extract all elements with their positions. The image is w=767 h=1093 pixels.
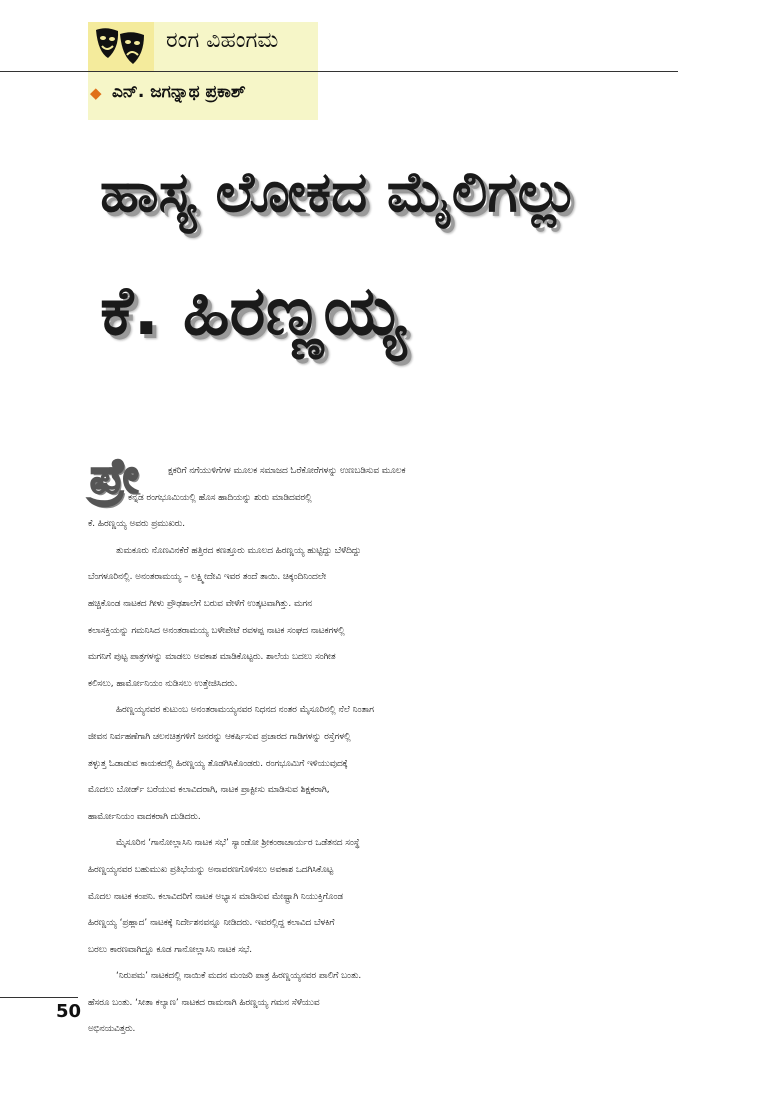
text-line: ಹೆಸರೂ ಬಂತು. ‘ಸೀತಾ ಕಲ್ಯಾಣ’ ನಾಟಕದ ರಾಮನಾಗಿ ಹಿರಣ್ಣಯ್ಯ ಗಮನ ಸೆಳೆಯುವ bbox=[88, 997, 320, 1008]
article-title-line1: ಹಾಸ್ಯ ಲೋಕದ ಮೈಲಿಗಲ್ಲು bbox=[100, 160, 579, 225]
text-line: ಕನ್ನಡ ರಂಗಭೂಮಿಯಲ್ಲಿ ಹೊಸ ಹಾದಿಯನ್ನು ಶುರು ಮಾಡಿದವರಲ್ಲಿ bbox=[128, 492, 312, 503]
text-line: ಕ್ಷಕರಿಗೆ ನಗೆಯುಳಿಗೆಗಳ ಮೂಲಕ ಸಮಾಜದ ಓರೆಕೋರೆಗಳನ್ನು ಉಣಬಡಿಸುವ ಮೂಲಕ bbox=[168, 466, 406, 476]
paragraph-3 bbox=[88, 697, 678, 830]
page-number: 50 bbox=[56, 1001, 82, 1022]
text-line: ಹಿರಣ್ಣಯ್ಯನವರ ಕುಟುಂಬ ಅನಂತರಾಮಯ್ಯನವರ ನಿಧನದ ನಂತರ ಮೈಸೂರಿನಲ್ಲಿ ನೆಲೆ ನಿಂತಾಗ bbox=[116, 705, 374, 716]
paragraph-1 bbox=[88, 458, 678, 538]
paragraph-5 bbox=[88, 963, 678, 1043]
text-line: ‘ನಿರುಪಮ’ ನಾಟಕದಲ್ಲಿ ನಾಯಿಕೆ ಮದನ ಮಂಜರಿ ಪಾತ್ರ ಹಿರಣ್ಣಯ್ಯನವರ ಪಾಲಿಗೆ ಬಂತು. bbox=[116, 971, 362, 982]
text-line: ಕಲಾಸಕ್ತಿಯನ್ನು ಗಮನಿಸಿದ ಅನಂತರಾಮಯ್ಯ ಬಳೇಪೇಟೆ ರವಳಪ್ಪ ನಾಟಕ ಸಂಘದ ನಾಟಕಗಳಲ್ಲಿ bbox=[88, 625, 345, 636]
text-line: ಹಾರ್ಮೋನಿಯಂ ವಾದಕರಾಗಿ ದುಡಿದರು. bbox=[88, 811, 201, 822]
footer-rule bbox=[0, 997, 78, 998]
text-line: ಮೈಸೂರಿನ ‘ಗಾನೋಲ್ಲಾಸಿನಿ ನಾಟಕ ಸಭೆ’ ಸ್ಯಾಂಡೋ ಶ್ರೀಕಂಠಾಚಾರ್ಯರ ಒಡೆತನದ ಸಂಸ್ಥೆ bbox=[116, 838, 360, 849]
paragraph-2 bbox=[88, 538, 678, 698]
header-rule bbox=[0, 71, 678, 72]
text-line: ಕಲಿಸಲು, ಹಾರ್ಮೋನಿಯಂ ನುಡಿಸಲು ಉತ್ತೇಜಿಸಿದರು. bbox=[88, 678, 238, 689]
section-title: ರಂಗ ವಿಹಂಗಮ bbox=[166, 28, 279, 53]
theatre-masks-icon bbox=[88, 22, 154, 72]
text-line: ತಳ್ಳುತ್ತ ಓಡಾಡುವ ಕಾಯಕದಲ್ಲಿ ಹಿರಣ್ಣಯ್ಯ ತೊಡಗಿಸಿಕೊಂಡರು. ರಂಗಭೂಮಿಗೆ ಇಳಿಯುವುದಕ್ಕೆ bbox=[88, 758, 348, 769]
text-line: ಜೀವನ ನಿರ್ವಹಣೆಗಾಗಿ ಚಲನಚಿತ್ರಗಳಿಗೆ ಜನರನ್ನು ಆಕರ್ಷಿಸುವ ಪ್ರಚಾರದ ಗಾಡಿಗಳನ್ನು ರಸ್ತೆಗಳಲ್ಲಿ bbox=[88, 731, 351, 742]
text-line: ಬರಲು ಕಾರಣವಾಗಿದ್ದೂ ಕೂಡ ಗಾನೋಲ್ಲಾಸಿನಿ ನಾಟಕ ಸಭೆ. bbox=[88, 944, 253, 955]
text-line: ಮೊದಲು ಬೋರ್ಡ್ ಬರೆಯುವ ಕಲಾವಿದರಾಗಿ, ನಾಟಕ ಪ್ರಾಕ್ಟೀಸು ಮಾಡಿಸುವ ಶಿಕ್ಷಕರಾಗಿ, bbox=[88, 785, 330, 796]
text-line: ಮಗನಿಗೆ ಪುಟ್ಟ ಪಾತ್ರಗಳನ್ನು ಮಾಡಲು ಅವಕಾಶ ಮಾಡಿಕೊಟ್ಟರು. ಶಾಲೆಯ ಬದಲು ಸಂಗೀತ bbox=[88, 652, 336, 663]
text-line: ತುಮಕೂರು ನೊಣವಿನಕೆರೆ ಹತ್ತಿರದ ಕಣತ್ತೂರು ಮೂಲದ ಹಿರಣ್ಣಯ್ಯ ಹುಟ್ಟಿದ್ದು ಬೆಳೆದಿದ್ದು bbox=[116, 545, 362, 556]
text-line: ಬೆಂಗಳೂರಿನಲ್ಲಿ. ಅನಂತರಾಮಯ್ಯ – ಲಕ್ಷ್ಮೀದೇವಿ ಇವರ ತಂದೆ ತಾಯಿ. ಚಿಕ್ಕಂದಿನಿಂದಲೇ bbox=[88, 572, 327, 583]
text-line: ಅಭಿನಯವಿತ್ತರು. bbox=[88, 1024, 136, 1035]
text-line: ಮೊದಲ ನಾಟಕ ಕಂಪನಿ. ಕಲಾವಿದರಿಗೆ ನಾಟಕ ಅಭ್ಯಾಸ ಮಾಡಿಸುವ ಮೇಷ್ಟ್ರಾಗಿ ನಿಯುಕ್ತಿಗೊಂಡ bbox=[88, 891, 343, 902]
diamond-bullet-icon: ◆ bbox=[90, 84, 102, 102]
article-title-line2: ಕೆ. ಹಿರಣ್ಣಯ್ಯ bbox=[100, 272, 406, 351]
text-line: ಕೆ. ಹಿರಣ್ಣಯ್ಯ ಅವರು ಪ್ರಮುಖರು. bbox=[88, 519, 186, 530]
paragraph-4 bbox=[88, 830, 678, 963]
text-line: ಹಚ್ಚಿಕೊಂಡ ನಾಟಕದ ಗೀಳು ಪ್ರೌಢಶಾಲೆಗೆ ಬರುವ ವೇಳೆಗೆ ಉತ್ಕಟವಾಗಿತ್ತು. ಮಗನ bbox=[88, 598, 312, 609]
drop-cap: ಪ್ರೇ bbox=[90, 448, 139, 504]
article-body bbox=[88, 458, 678, 1043]
text-line: ಹಿರಣ್ಣಯ್ಯ ‘ಪ್ರಹ್ಲಾದ’ ನಾಟಕಕ್ಕೆ ನಿರ್ದೇಶನವನ್ನೂ ನೀಡಿದರು. ಇವರಲ್ಲಿದ್ದ ಕಲಾವಿದ ಬೆಳಕಿಗೆ bbox=[88, 918, 335, 929]
author-name: ಎನ್. ಜಗನ್ನಾಥ ಪ್ರಕಾಶ್ bbox=[112, 82, 246, 102]
text-line: ಹಿರಣ್ಣಯ್ಯನವರ ಬಹುಮುಖ ಪ್ರತಿಭೆಯನ್ನು ಅನಾವರಣಗೊಳಿಸಲು ಅವಕಾಶ ಒದಗಿಸಿಕೊಟ್ಟ bbox=[88, 864, 334, 875]
